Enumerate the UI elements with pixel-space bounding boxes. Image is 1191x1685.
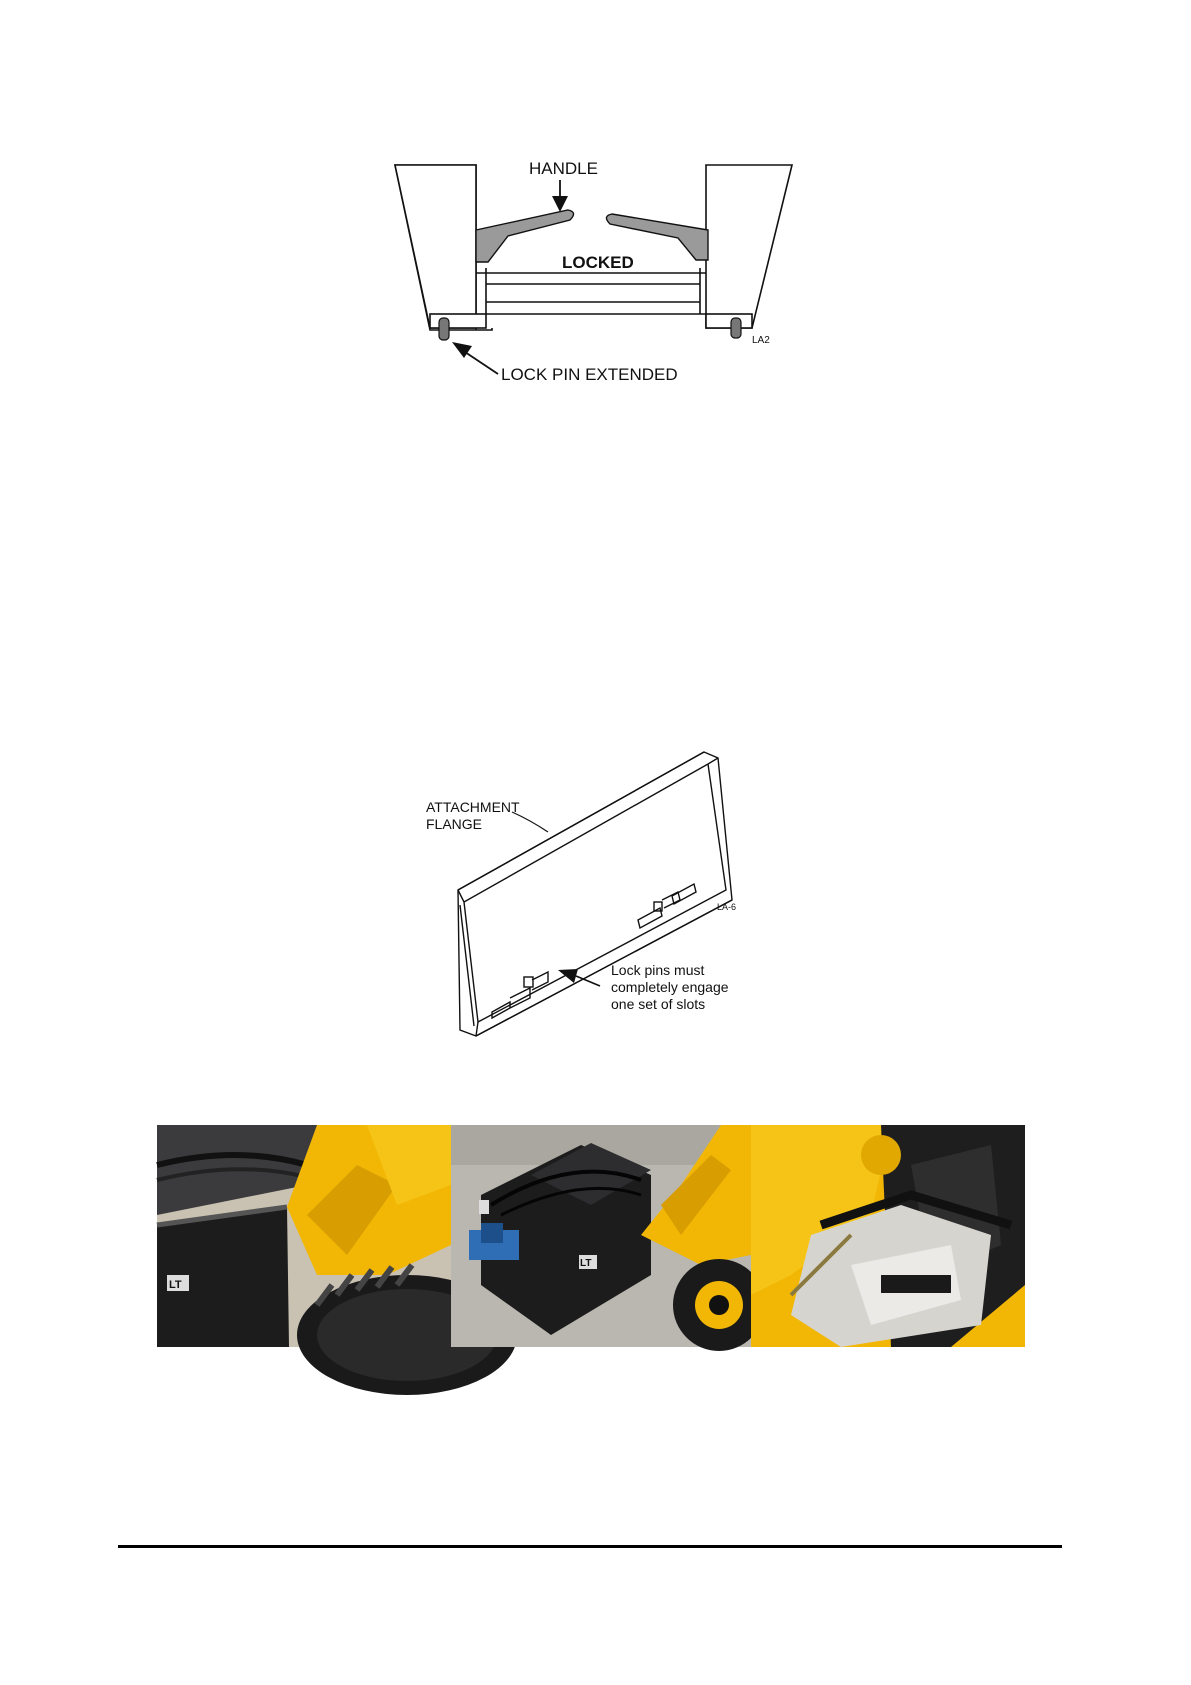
figure-code-la2: LA2 [752, 335, 770, 346]
handle-label: HANDLE [529, 159, 598, 178]
photo-lock-slot-closeup [751, 1125, 1025, 1347]
lockpins-label-line1: Lock pins must [611, 962, 705, 978]
photo-strip [157, 1125, 1025, 1347]
svg-text:LT: LT [580, 1258, 592, 1269]
photo-sweeper-attachment [451, 1125, 751, 1347]
flange-label-line1: ATTACHMENT [426, 799, 520, 815]
left-handle [476, 210, 574, 262]
flange-label-line2: FLANGE [426, 816, 483, 832]
lock-pin-right [731, 318, 741, 338]
left-lower-block [430, 314, 486, 328]
right-lower-block [706, 314, 752, 328]
figure-code-la6: LA-6 [717, 902, 737, 912]
lock-pin-left [439, 318, 449, 340]
right-upright [706, 165, 792, 328]
lockpins-label-line3: one set of slots [611, 996, 706, 1012]
lockpins-label-line2: completely engage [611, 979, 729, 995]
footer-rule [118, 1545, 1062, 1548]
lock-pin-label: LOCK PIN EXTENDED [501, 365, 678, 384]
locked-label: LOCKED [562, 253, 634, 272]
attachment-flange-diagram [426, 750, 760, 1040]
photo-bucket-coupler [157, 1125, 451, 1347]
handle-arrow-icon [552, 196, 568, 212]
svg-text:LT: LT [169, 1279, 182, 1291]
lock-pins-arrow-icon [558, 969, 578, 983]
locked-handle-diagram [380, 150, 820, 395]
